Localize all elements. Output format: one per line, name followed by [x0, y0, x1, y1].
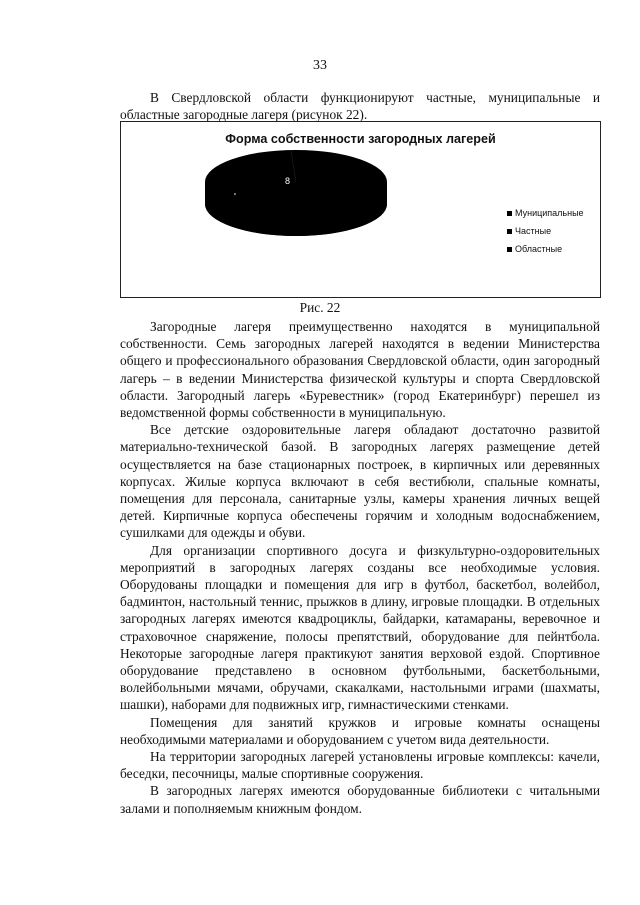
legend-swatch — [507, 247, 512, 252]
legend-item-regional — [507, 240, 584, 258]
page-number: 33 — [313, 58, 327, 73]
intro-paragraph: В Свердловской области функционируют частные, муниципальные и областные загородные лагеря (рисунок 22). — [120, 90, 600, 123]
legend-swatch — [507, 229, 512, 234]
chart-frame — [120, 121, 601, 298]
legend-label: Областные — [515, 244, 563, 254]
legend-label: Муниципальные — [515, 208, 584, 218]
figure-caption: Рис. 22 — [299, 300, 341, 315]
paragraph: Все детские оздоровительные лагеря обладают достаточно развитой материально-технической базой. В загородных лагерях размещение детей осуществляется на базе стационарных построек, в кирпичных или деревянных корпусах. Жилые корпуса включают в себя вестибюли, спальные комнаты, помещения для персонала, санитарные узлы, камеры хранения личных вещей детей. Кирпичные корпуса обеспечены горячим и холодным водоснабжением, сушилками для одежды и обуви. — [120, 422, 600, 541]
paragraph: Загородные лагеря преимущественно находятся в муниципальной собственности. Семь загородных лагерей находятся в ведении Министерства общего и профессионального образования Свердловской области, один загородный лагерь – в ведении Министерства физической культуры и спорта Свердловской области. Загородный лагерь «Буревестник» (город Екатеринбург) перешел из ведомственной формы собственности в муниципальную. — [120, 319, 600, 421]
legend-item-private — [507, 222, 584, 240]
paragraph: Для организации спортивного досуга и физкультурно-оздоровительных мероприятий в загородных лагерях созданы все необходимые условия. Оборудованы площадки и помещения для игр в футбол, баскетбол, волейбол, бадминтон, настольный теннис, прыжков в длину, игровые площадки. В отдельных загородных лагерях имеются квадроциклы, байдарки, катамараны, веревочное и страховочное снаряжение, полосы препятствий, оборудование для пейнтбола. Некоторые загородные лагеря практикуют занятия верховой ездой. Спортивное оборудование представлено в основном футбольными, баскетбольными, волейбольными мячами, обручами, скакалками, настольными играми (шахматы, шашки), наборами для подвижных игр, гимнастическими стенками. — [120, 542, 600, 713]
body-text — [120, 318, 600, 817]
pie-slice-label: 8 — [285, 176, 291, 186]
chart-title: Форма собственности загородных лагерей — [225, 132, 496, 146]
paragraph: На территории загородных лагерей установлены игровые комплексы: качели, беседки, песочницы, малые спортивные сооружения. — [120, 749, 600, 782]
legend-item-municipal — [507, 204, 584, 222]
legend-label: Частные — [515, 226, 552, 236]
pie-mark — [357, 229, 359, 231]
paragraph: В загородных лагерях имеются оборудованные библиотеки с читальными залами и пополняемым книжным фондом. — [120, 783, 600, 816]
pie-mark — [234, 193, 236, 195]
paragraph: Помещения для занятий кружков и игровые комнаты оснащены необходимыми материалами и оборудованием с учетом вида деятельности. — [120, 714, 600, 747]
chart-legend — [507, 204, 584, 258]
legend-swatch — [507, 211, 512, 216]
